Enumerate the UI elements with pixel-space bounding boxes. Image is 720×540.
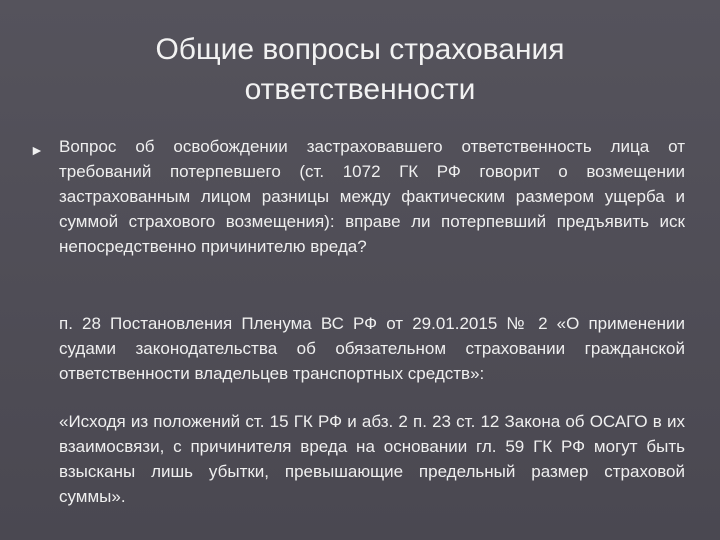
title-line-1: Общие вопросы страхования	[155, 33, 565, 66]
quote-paragraph: «Исходя из положений ст. 15 ГК РФ и абз. 2 п. 23 ст. 12 Закона об ОСАГО в их взаимосвязи, с причинителя вреда на основании гл. 59 ГК РФ могут быть взысканы лишь убытки, превышающие предельный размер страховой суммы».	[59, 412, 685, 506]
title-line-2: ответственности	[244, 73, 476, 106]
question-paragraph: Вопрос об освобождении застраховавшего ответственность лица от требований потерпевшего (ст. 1072 ГК РФ говорит о возмещении застрахованным лицом разницы между фактическим размером ущерба и суммой страхового возмещения): вправе ли потерпевший предъявить иск непосредственно причинителю вреда?	[59, 137, 685, 256]
reference-paragraph: п. 28 Постановления Пленума ВС РФ от 29.01.2015 № 2 «О применении судами законодательства об обязательном страховании гражданской ответственности владельцев транспортных средств»:	[59, 314, 685, 383]
bullet-arrow-icon: ►	[30, 142, 44, 158]
slide-title	[110, 30, 610, 110]
